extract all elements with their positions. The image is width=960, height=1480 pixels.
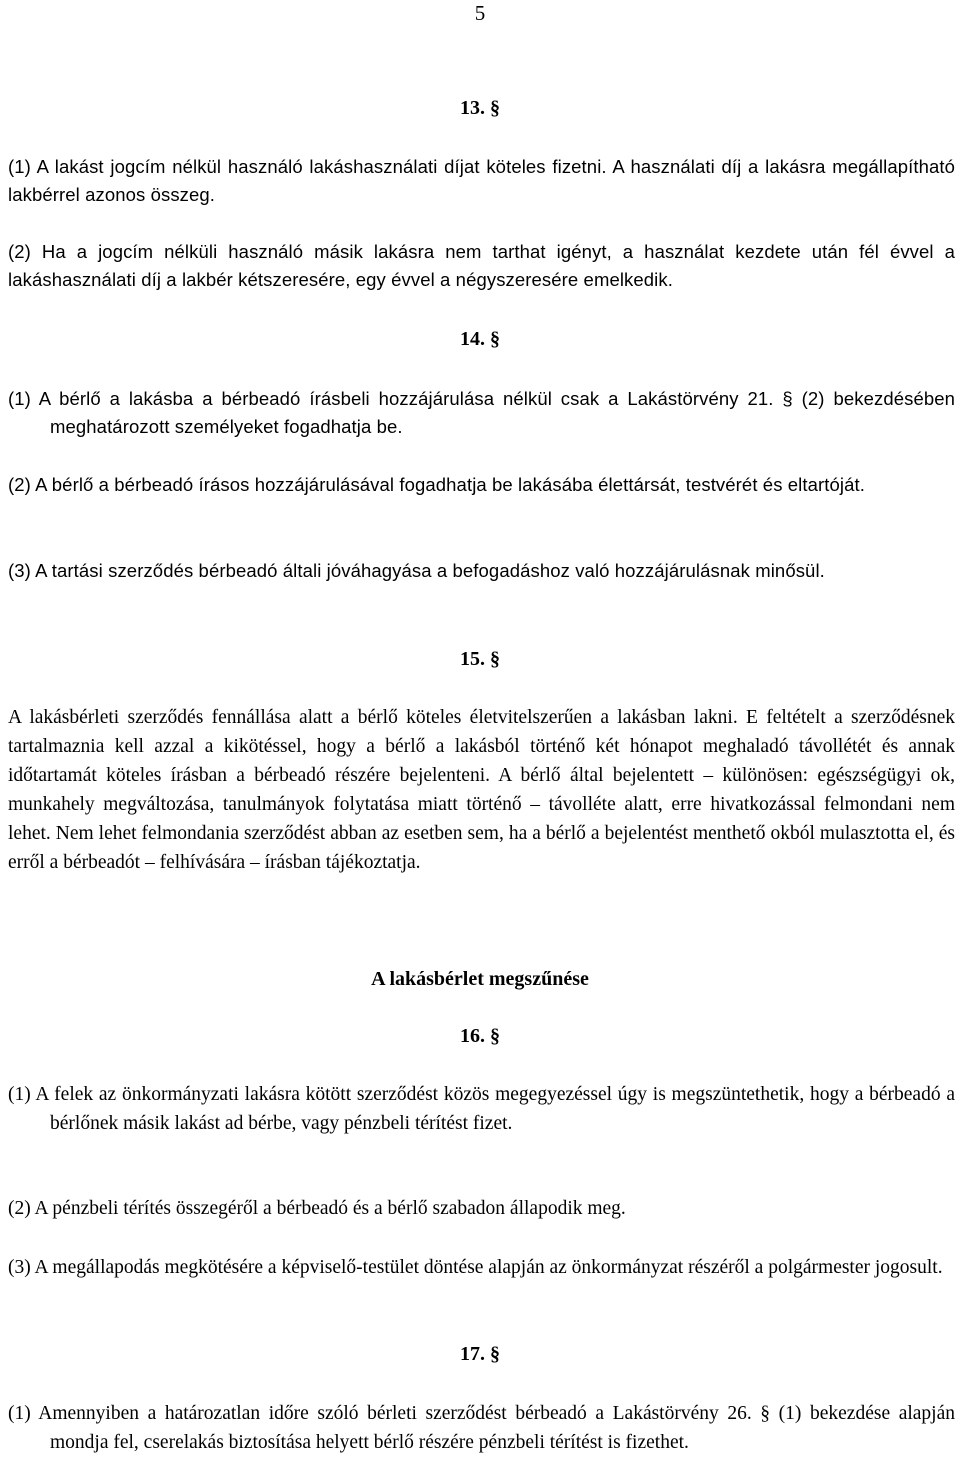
section-14-paragraph-3: (3) A tartási szerződés bérbeadó általi jóváhagyása a befogadáshoz való hozzájárulásnak minősül. — [8, 560, 825, 581]
section-13-paragraph-2: (2) Ha a jogcím nélküli használó másik lakásra nem tarthat igényt, a használat kezdete után fél évvel a lakáshasználati díj a lakbér kétszeresére, egy évvel a négyszeresére emelkedik. — [8, 241, 955, 290]
chapter-title: A lakásbérlet megszűnése — [371, 968, 589, 990]
section-16-paragraph-2: (2) A pénzbeli térítés összegéről a bérbeadó és a bérlő szabadon állapodik meg. — [8, 1198, 626, 1219]
section-16-paragraph-3: (3) A megállapodás megkötésére a képviselő-testület döntése alapján az önkormányzat részéről a polgármester jogosult. — [8, 1257, 943, 1278]
section-16-heading: 16. § — [460, 1025, 500, 1047]
section-13-paragraph-1: (1) A lakást jogcím nélkül használó lakáshasználati díjat köteles fizetni. A használati díj a lakásra megállapítható lakbérrel azonos összeg. — [8, 156, 955, 205]
page-number: 5 — [474, 1, 486, 25]
section-14-heading: 14. § — [460, 328, 500, 350]
section-15-paragraph-1: A lakásbérleti szerződés fennállása alatt a bérlő köteles életvitelszerűen a lakásban lakni. E feltételt a szerződésnek tartalmaznia kell azzal a kikötéssel, hogy a bérlő a lakásból történő két hónapot meghaladó távollétét és annak időtartamát köteles írásban a bérbeadó részére bejelenteni. A bérlő által bejelentett – különösen: egészségügyi ok, munkahely megváltozása, tanulmányok folytatása miatt történő – távolléte alatt, erre hivatkozással felmondani nem lehet. Nem lehet felmondania szerződést abban az esetben sem, ha a bérlő a bejelentést menthető okból mulasztotta el, és erről a bérbeadót – felhívására – írásban tájékoztatja. — [8, 707, 955, 873]
section-17-paragraph-1: (1) Amennyiben a határozatlan időre szóló bérleti szerződést bérbeadó a Lakástörvény 26. § (1) bekezdése alapján mondja fel, cserelakás biztosítása helyett bérlő részére pénzbeli térítést is fizethet. — [8, 1403, 955, 1453]
section-17-heading: 17. § — [460, 1343, 500, 1365]
section-14-paragraph-2: (2) A bérlő a bérbeadó írásos hozzájárulásával fogadhatja be lakásába élettársát, testvérét és eltartóját. — [8, 474, 865, 495]
section-15-heading: 15. § — [460, 648, 500, 670]
section-14-paragraph-1: (1) A bérlő a lakásba a bérbeadó írásbeli hozzájárulása nélkül csak a Lakástörvény 21. § (2) bekezdésében meghatározott személyeket fogadhatja be. — [8, 388, 955, 437]
section-16-paragraph-1: (1) A felek az önkormányzati lakásra kötött szerződést közös megegyezéssel úgy is megszüntethetik, hogy a bérbeadó a bérlőnek másik lakást ad bérbe, vagy pénzbeli térítést fizet. — [8, 1084, 955, 1134]
section-13-heading: 13. § — [460, 97, 500, 119]
